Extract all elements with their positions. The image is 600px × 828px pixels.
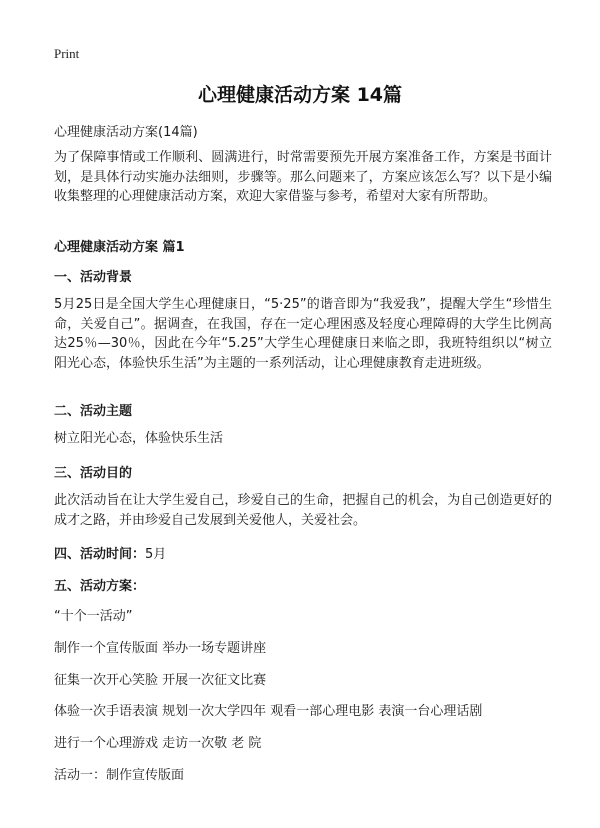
heading-background: 一、活动背景 <box>54 270 133 285</box>
plan-line-2: 制作一个宣传版面 举办一场专题讲座 <box>54 641 267 656</box>
heading-plan: 五、活动方案： <box>54 579 146 594</box>
document-subtitle: 心理健康活动方案(14篇) <box>54 125 198 140</box>
plan-line-5: 进行一个心理游戏 走访一次敬 老 院 <box>54 736 262 751</box>
heading-purpose: 三、活动目的 <box>54 466 133 481</box>
section-title: 心理健康活动方案 篇1 <box>54 240 185 255</box>
heading-theme: 二、活动主题 <box>54 404 133 419</box>
plan-line-6: 活动一：制作宣传版面 <box>54 768 185 783</box>
plan-line-3: 征集一次开心笑脸 开展一次征文比赛 <box>54 673 267 688</box>
plan-line-4: 体验一次手语表演 规划一次大学四年 观看一部心理电影 表演一台心理话剧 <box>54 704 483 719</box>
paragraph-purpose: 此次活动旨在让大学生爱自己，珍爱自己的生命，把握自己的机会，为自己创造更好的成才之路，并由珍爱自己发展到关爱他人，关爱社会。 <box>54 493 552 528</box>
heading-time-label: 四、活动时间： <box>54 547 146 562</box>
plan-line-1: “十个一活动” <box>54 609 133 624</box>
document-title: 心理健康活动方案 14篇 <box>197 84 403 106</box>
paragraph-background: 5月25日是全国大学生心理健康日，“5·25”的谐音即为“我爱我”，提醒大学生“珍惜生命，关爱自己”。据调查，在我国，存在一定心理困惑及轻度心理障碍的大学生比例高达25％—30％，因此在今年“5.25”大学生心理健康日来临之即，我班特组织以“树立阳光心态，体验快乐生活”为主题的一系列活动，让心理健康教育走进班级。 <box>54 297 552 371</box>
intro-paragraph: 为了保障事情或工作顺利、圆满进行，时常需要预先开展方案准备工作，方案是书面计划，是具体行动实施办法细则，步骤等。那么问题来了，方案应该怎么写？以下是小编收集整理的心理健康活动方案，欢迎大家借鉴与参考，希望对大家有所帮助。 <box>54 150 552 205</box>
heading-time <box>54 543 166 562</box>
heading-time-value: 5月 <box>145 547 167 562</box>
print-label[interactable]: Print <box>54 46 80 61</box>
paragraph-theme: 树立阳光心态，体验快乐生活 <box>54 431 224 446</box>
